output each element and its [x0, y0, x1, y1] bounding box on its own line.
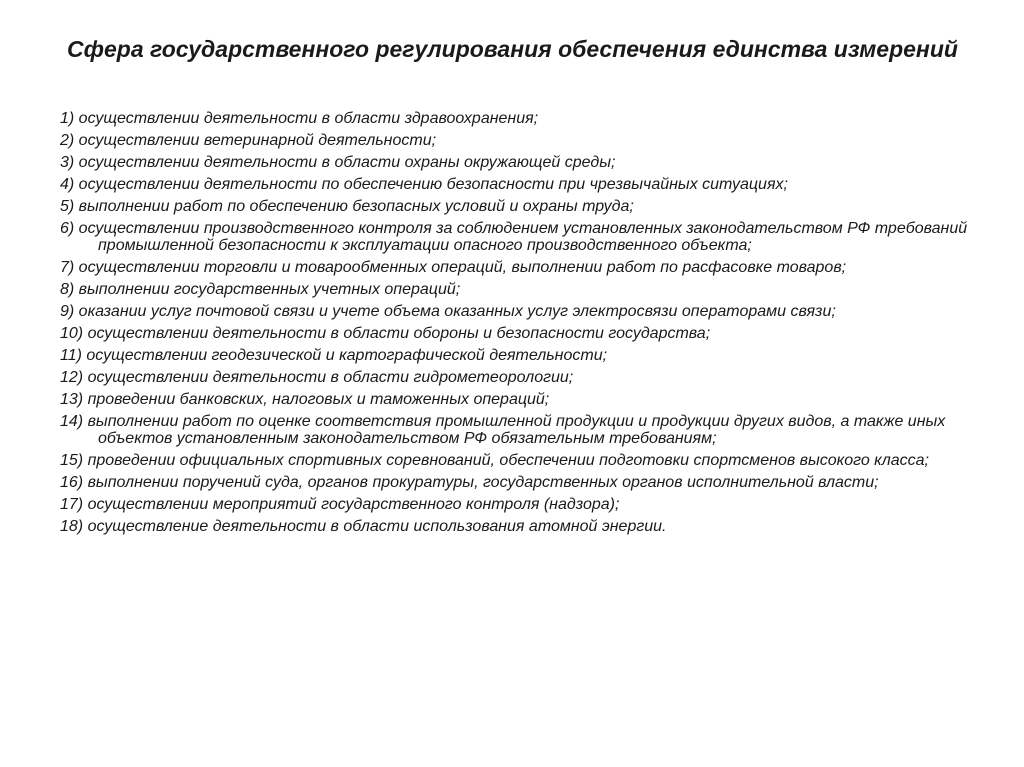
list-item: 7) осуществлении торговли и товарообменных операций, выполнении работ по расфасовке товаров; [60, 259, 847, 276]
list-item: 8) выполнении государственных учетных операций; [60, 281, 461, 298]
list-item: 12) осуществлении деятельности в области гидрометеорологии; [60, 369, 574, 386]
slide-title: Сфера государственного регулирования обеспечения единства измерений [67, 36, 958, 62]
regulation-list [60, 110, 970, 540]
list-item: 10) осуществлении деятельности в области обороны и безопасности государства; [60, 325, 711, 342]
list-item: 5) выполнении работ по обеспечению безопасных условий и охраны труда; [60, 198, 634, 215]
list-item: 17) осуществлении мероприятий государственного контроля (надзора); [60, 496, 620, 513]
list-item: 16) выполнении поручений суда, органов прокуратуры, государственных органов исполнительной власти; [60, 474, 879, 491]
list-item: 4) осуществлении деятельности по обеспечению безопасности при чрезвычайных ситуациях; [60, 176, 788, 193]
list-item: 13) проведении банковских, налоговых и таможенных операций; [60, 391, 550, 408]
list-item: 11) осуществлении геодезической и картографической деятельности; [60, 347, 608, 364]
list-item: 9) оказании услуг почтовой связи и учете объема оказанных услуг электросвязи операторами связи; [60, 303, 836, 320]
list-item: 15) проведении официальных спортивных соревнований, обеспечении подготовки спортсменов высокого класса; [60, 452, 929, 469]
list-item: 2) осуществлении ветеринарной деятельности; [60, 132, 437, 149]
list-item: 14) выполнении работ по оценке соответствия промышленной продукции и продукции других видов, а также иных объектов установленным законодательством РФ обязательным требованиям; [60, 413, 946, 447]
list-item: 18) осуществление деятельности в области использования атомной энергии. [60, 518, 667, 535]
list-item: 6) осуществлении производственного контроля за соблюдением установленных законодательством РФ требований промышленной безопасности к эксплуатации опасного производственного объекта; [60, 220, 968, 254]
list-item: 3) осуществлении деятельности в области охраны окружающей среды; [60, 154, 616, 171]
list-item: 1) осуществлении деятельности в области здравоохранения; [60, 110, 539, 127]
